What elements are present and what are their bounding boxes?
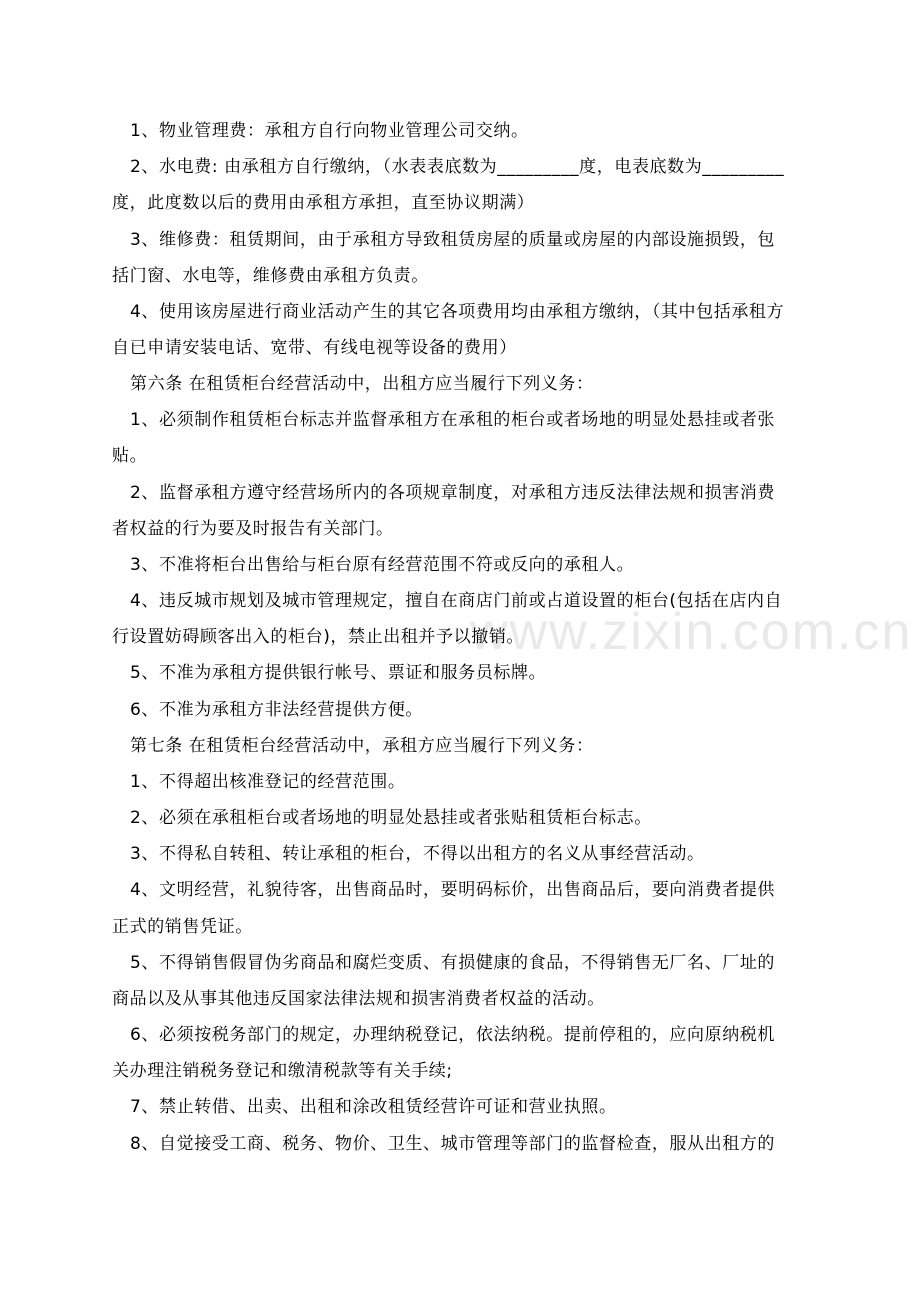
text-line: 度，此度数以后的费用由承租方承担，直至协议期满） — [112, 193, 535, 213]
text-line: 关办理注销税务登记和缴清税款等有关手续; — [112, 1061, 453, 1081]
text-line: 4、违反城市规划及城市管理规定，擅自在商店门前或占道设置的柜台(包括在店内自 — [130, 591, 783, 611]
text-line: 3、不得私自转租、转让承租的柜台，不得以出租方的名义从事经营活动。 — [130, 844, 705, 864]
text-line: 1、必须制作租赁柜台标志并监督承租方在承租的柜台或者场地的明显处悬挂或者张 — [130, 410, 776, 430]
text-line: 5、不准为承租方提供银行帐号、票证和服务员标牌。 — [130, 663, 547, 683]
text-line: 7、禁止转借、出卖、出租和涂改租赁经营许可证和营业执照。 — [130, 1097, 617, 1117]
text-line: 自已申请安装电话、宽带、有线电视等设备的费用） — [112, 338, 517, 358]
text-line: 1、不得超出核准登记的经营范围。 — [130, 772, 406, 792]
text-line: 3、维修费：租赁期间，由于承租方导致租赁房屋的质量或房屋的内部设施损毁，包 — [130, 230, 776, 250]
text-line: 贴。 — [112, 446, 148, 466]
text-line: 者权益的行为要及时报告有关部门。 — [112, 519, 394, 539]
section-heading: 第七条 在租赁柜台经营活动中，承租方应当履行下列义务： — [130, 736, 594, 756]
text-line: 行设置妨碍顾客出入的柜台)，禁止出租并予以撤销。 — [112, 627, 525, 647]
text-line: 8、自觉接受工商、税务、物价、卫生、城市管理等部门的监督检查，服从出租方的 — [130, 1134, 776, 1154]
text-line: 5、不得销售假冒伪劣商品和腐烂变质、有损健康的食品，不得销售无厂名、厂址的 — [130, 953, 776, 973]
text-line: 2、必须在承租柜台或者场地的明显处悬挂或者张贴租赁柜台标志。 — [130, 808, 652, 828]
text-line: 2、水电费: 由承租方自行缴纳，（水表表底数为_________度，电表底数为_________ — [130, 157, 785, 177]
text-line: 6、必须按税务部门的规定，办理纳税登记，依法纳税。提前停租的，应向原纳税机 — [130, 1025, 776, 1045]
text-line: 3、不准将柜台出售给与柜台原有经营范围不符或反向的承租人。 — [130, 555, 635, 575]
text-line: 2、监督承租方遵守经营场所内的各项规章制度，对承租方违反法律法规和损害消费 — [130, 483, 776, 503]
watermark: www.zixin.com.cn — [470, 603, 913, 661]
text-line: 1、物业管理费：承租方自行向物业管理公司交纳。 — [130, 121, 529, 141]
section-heading: 第六条 在租赁柜台经营活动中，出租方应当履行下列义务： — [130, 374, 594, 394]
text-line: 括门窗、水电等，维修费由承租方负责。 — [112, 266, 429, 286]
text-line: 商品以及从事其他违反国家法律法规和损害消费者权益的活动。 — [112, 989, 605, 1009]
text-line: 4、文明经营，礼貌待客，出售商品时，要明码标价，出售商品后，要向消费者提供 — [130, 880, 776, 900]
text-line: 4、使用该房屋进行商业活动产生的其它各项费用均由承租方缴纳，（其中包括承租方 — [130, 302, 785, 322]
text-line: 6、不准为承租方非法经营提供方便。 — [130, 700, 424, 720]
text-line: 正式的销售凭证。 — [112, 917, 253, 937]
